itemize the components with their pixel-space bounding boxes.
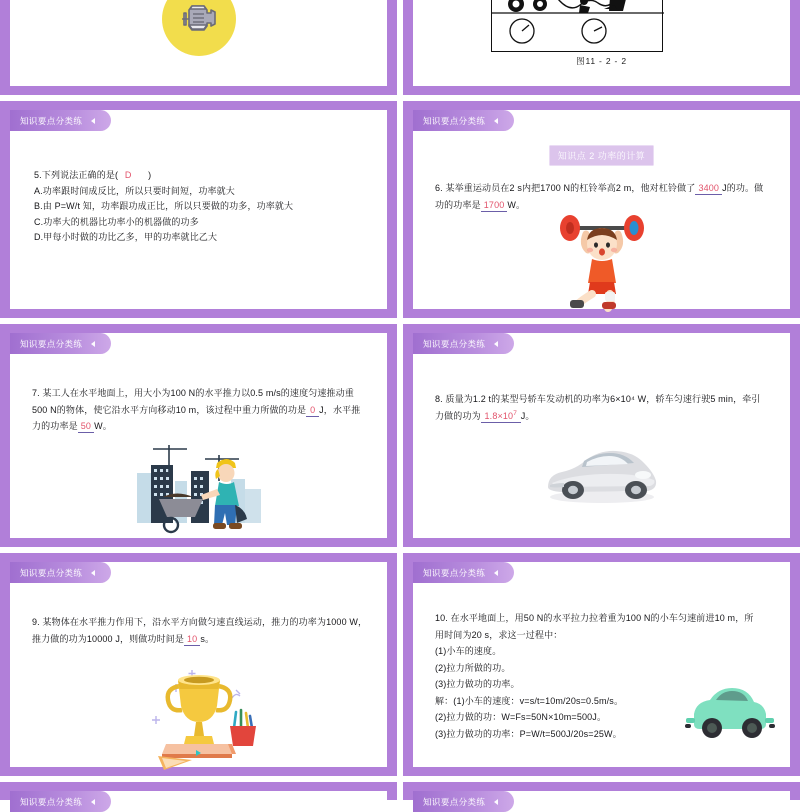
solution-line-2: (2)拉力做的功：W=Fs=50N×10m=500J。 [435,712,607,722]
silver-sedan-car-icon [540,443,664,510]
left-triangle-icon [494,570,498,576]
left-triangle-icon [91,799,95,805]
slide-card [10,0,387,86]
question-body [32,385,375,435]
section-badge [413,333,514,354]
slide-card [10,791,387,807]
slide-q9[interactable] [0,553,397,776]
slide-card [413,0,790,86]
question-line-1: 6. 某举重运动员在2 s内把1700 N的杠铃举高2 m，他对杠铃做了 3400 J的功。做 [435,183,764,193]
question-line-2: 500 N的物体，使它沿水平方向移动10 m，该过程中重力所做的功是 0 J，水平推 [32,404,361,415]
left-triangle-icon [91,570,95,576]
question-line-2: 推力做的功为10000 J，则做功时间是 10 s。 [32,633,215,644]
section-badge-label: 知识要点分类练 [20,338,83,349]
green-car-icon [684,680,776,747]
figure-caption: 图11 - 2 - 2 [576,56,627,66]
slide-card [10,562,387,767]
question-line-1: 8. 质量为1.2 t的某型号轿车发动机的功率为6×10⁴ W，轿车匀速行驶5 min，牵引 [435,394,761,404]
slide-card [10,110,387,309]
sub-question-3: (3)拉力做功的功率。 [435,679,520,689]
slide-q5[interactable] [0,101,397,318]
left-triangle-icon [494,799,498,805]
solution-line-1: 解：(1)小车的速度：v=s/t=10m/20s=0.5m/s。 [435,695,624,706]
answer-value-2: 1700 [481,200,508,212]
section-badge-label: 知识要点分类练 [423,796,486,807]
slide-top-left[interactable] [0,0,397,95]
slide-q6[interactable] [403,101,800,318]
knowledge-point-title: 知识点 2 功率的计算 [550,146,654,165]
answer-value-1: 0 [306,405,319,417]
answer-value-1: 3400 [695,183,722,195]
section-badge-label: 知识要点分类练 [423,338,486,349]
slide-q7[interactable] [0,324,397,547]
option-d: D.甲每小时做的功比乙多，甲的功率就比乙大 [34,232,218,242]
question-body [32,614,375,647]
option-c: C.功率大的机器比功率小的机器做的功多 [34,216,199,227]
section-badge-label: 知识要点分类练 [20,115,83,126]
tractor-pulling-line-drawing-icon [491,0,663,52]
sub-question-1: (1)小车的速度。 [435,646,502,656]
section-badge [413,562,514,583]
section-badge [10,110,111,131]
question-line-2: 力做的功为 $1.8\times 10^7$ J。 [435,409,535,421]
question-line-2: 用时间为20 s，求这一过程中： [435,629,563,640]
section-badge-label: 知识要点分类练 [20,796,83,807]
section-badge [10,791,111,812]
slide-bottom-left[interactable] [0,782,397,807]
slide-q8[interactable] [403,324,800,547]
slide-q10[interactable] [403,553,800,776]
answer-value-1: $1.8\times 10^7$ [481,408,521,423]
slide-card [413,110,790,309]
option-b: B.由 P=W/t 知，功率跟功成正比，所以只要做的功多，功率就大 [34,201,294,211]
section-badge [10,333,111,354]
slide-card [413,333,790,538]
construction-worker-cart-icon [135,437,263,538]
section-badge [10,562,111,583]
question-line-2: 功的功率是 1700 W。 [435,199,526,210]
slide-top-right[interactable] [403,0,800,95]
engine-icon [162,0,236,56]
answer-value-1: 10 [184,634,200,646]
section-badge [413,110,514,131]
option-a: A.功率跟时间成反比，所以只要时间短，功率就大 [34,185,235,196]
question-line-1: 10. 在水平地面上，用50 N的水平拉力拉着重为100 N的小车匀速前进10 m，所 [435,613,754,623]
answer-value-2: 50 [78,421,94,433]
question-line-1: 7. 某工人在水平地面上，用大小为100 N的水平推力以0.5 m/s的速度匀速推动重 [32,388,354,398]
question-stem: 5.下列说法正确的是( D ) [34,170,152,180]
left-triangle-icon [91,341,95,347]
question-line-1: 9. 某物体在水平推力作用下，沿水平方向做匀速直线运动，推力的功率为1000 W， [32,617,368,627]
slide-card [413,791,790,807]
slide-bottom-right[interactable] [403,782,800,807]
question-body [435,391,778,424]
solution-line-3: (3)拉力做功的功率：P=W/t=500J/20s=25W。 [435,728,622,739]
knowledge-point-title-wrap [413,146,790,165]
section-badge-label: 知识要点分类练 [20,567,83,578]
section-badge-label: 知识要点分类练 [423,115,486,126]
left-triangle-icon [494,118,498,124]
trophy-book-pencils-icon [140,660,258,771]
section-badge-label: 知识要点分类练 [423,567,486,578]
question-body [34,168,369,246]
sub-question-2: (2)拉力所做的功。 [435,662,511,673]
slide-card [413,562,790,767]
left-triangle-icon [494,341,498,347]
answer-value: D [124,170,132,180]
left-triangle-icon [91,118,95,124]
question-line-3: 力的功率是 50 W。 [32,421,112,431]
slide-card [10,333,387,538]
section-badge [413,791,514,812]
question-body [435,180,776,213]
weightlifter-boy-icon [556,214,648,315]
